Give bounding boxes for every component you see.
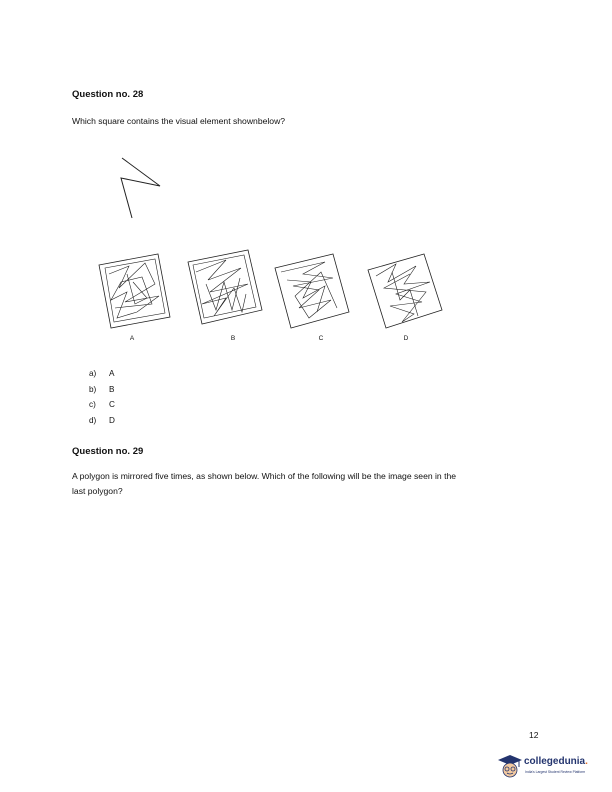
question-28-text: Which square contains the visual element shownbelow?: [72, 116, 286, 126]
answer-value: A: [109, 369, 115, 378]
page-number: 12: [529, 730, 539, 740]
option-b-figure: [186, 248, 264, 326]
logo-mark: .: [585, 756, 588, 767]
option-label-d: D: [403, 335, 409, 342]
answer-key: c): [89, 400, 96, 410]
option-a-figure: [97, 252, 172, 330]
answer-option-b: [89, 382, 115, 398]
answer-option-c: [89, 397, 115, 413]
answer-key: d): [89, 415, 97, 425]
answer-key: b): [89, 384, 97, 394]
answer-key: a): [89, 369, 97, 378]
question-28-heading: Question no. 28: [72, 89, 144, 100]
logo-name: collegedunia: [524, 756, 586, 767]
graduate-mascot-icon: [497, 754, 523, 780]
visual-element-figure: [115, 153, 165, 223]
question-29-text-line-2: last polygon?: [72, 486, 123, 496]
option-label-b: B: [230, 335, 236, 342]
answer-option-a: [89, 366, 115, 382]
question-29-text: [72, 469, 456, 499]
option-label-c: C: [318, 335, 324, 342]
answer-value: B: [109, 384, 115, 394]
logo-tagline: India's Largest Student Review Platform: [525, 770, 586, 774]
option-label-a: A: [129, 335, 135, 342]
option-d-figure: [366, 252, 444, 330]
question-29-text-line-1: A polygon is mirrored five times, as shown below. Which of the following will be the image seen in the: [72, 471, 457, 481]
question-29-heading: Question no. 29: [72, 446, 144, 457]
answer-value: C: [109, 400, 115, 410]
collegedunia-logo: [497, 752, 597, 782]
option-c-figure: [273, 252, 351, 330]
answer-value: D: [109, 415, 115, 425]
answer-option-d: [89, 413, 115, 429]
logo-wordmark: [524, 756, 588, 767]
answer-list: [89, 366, 115, 428]
